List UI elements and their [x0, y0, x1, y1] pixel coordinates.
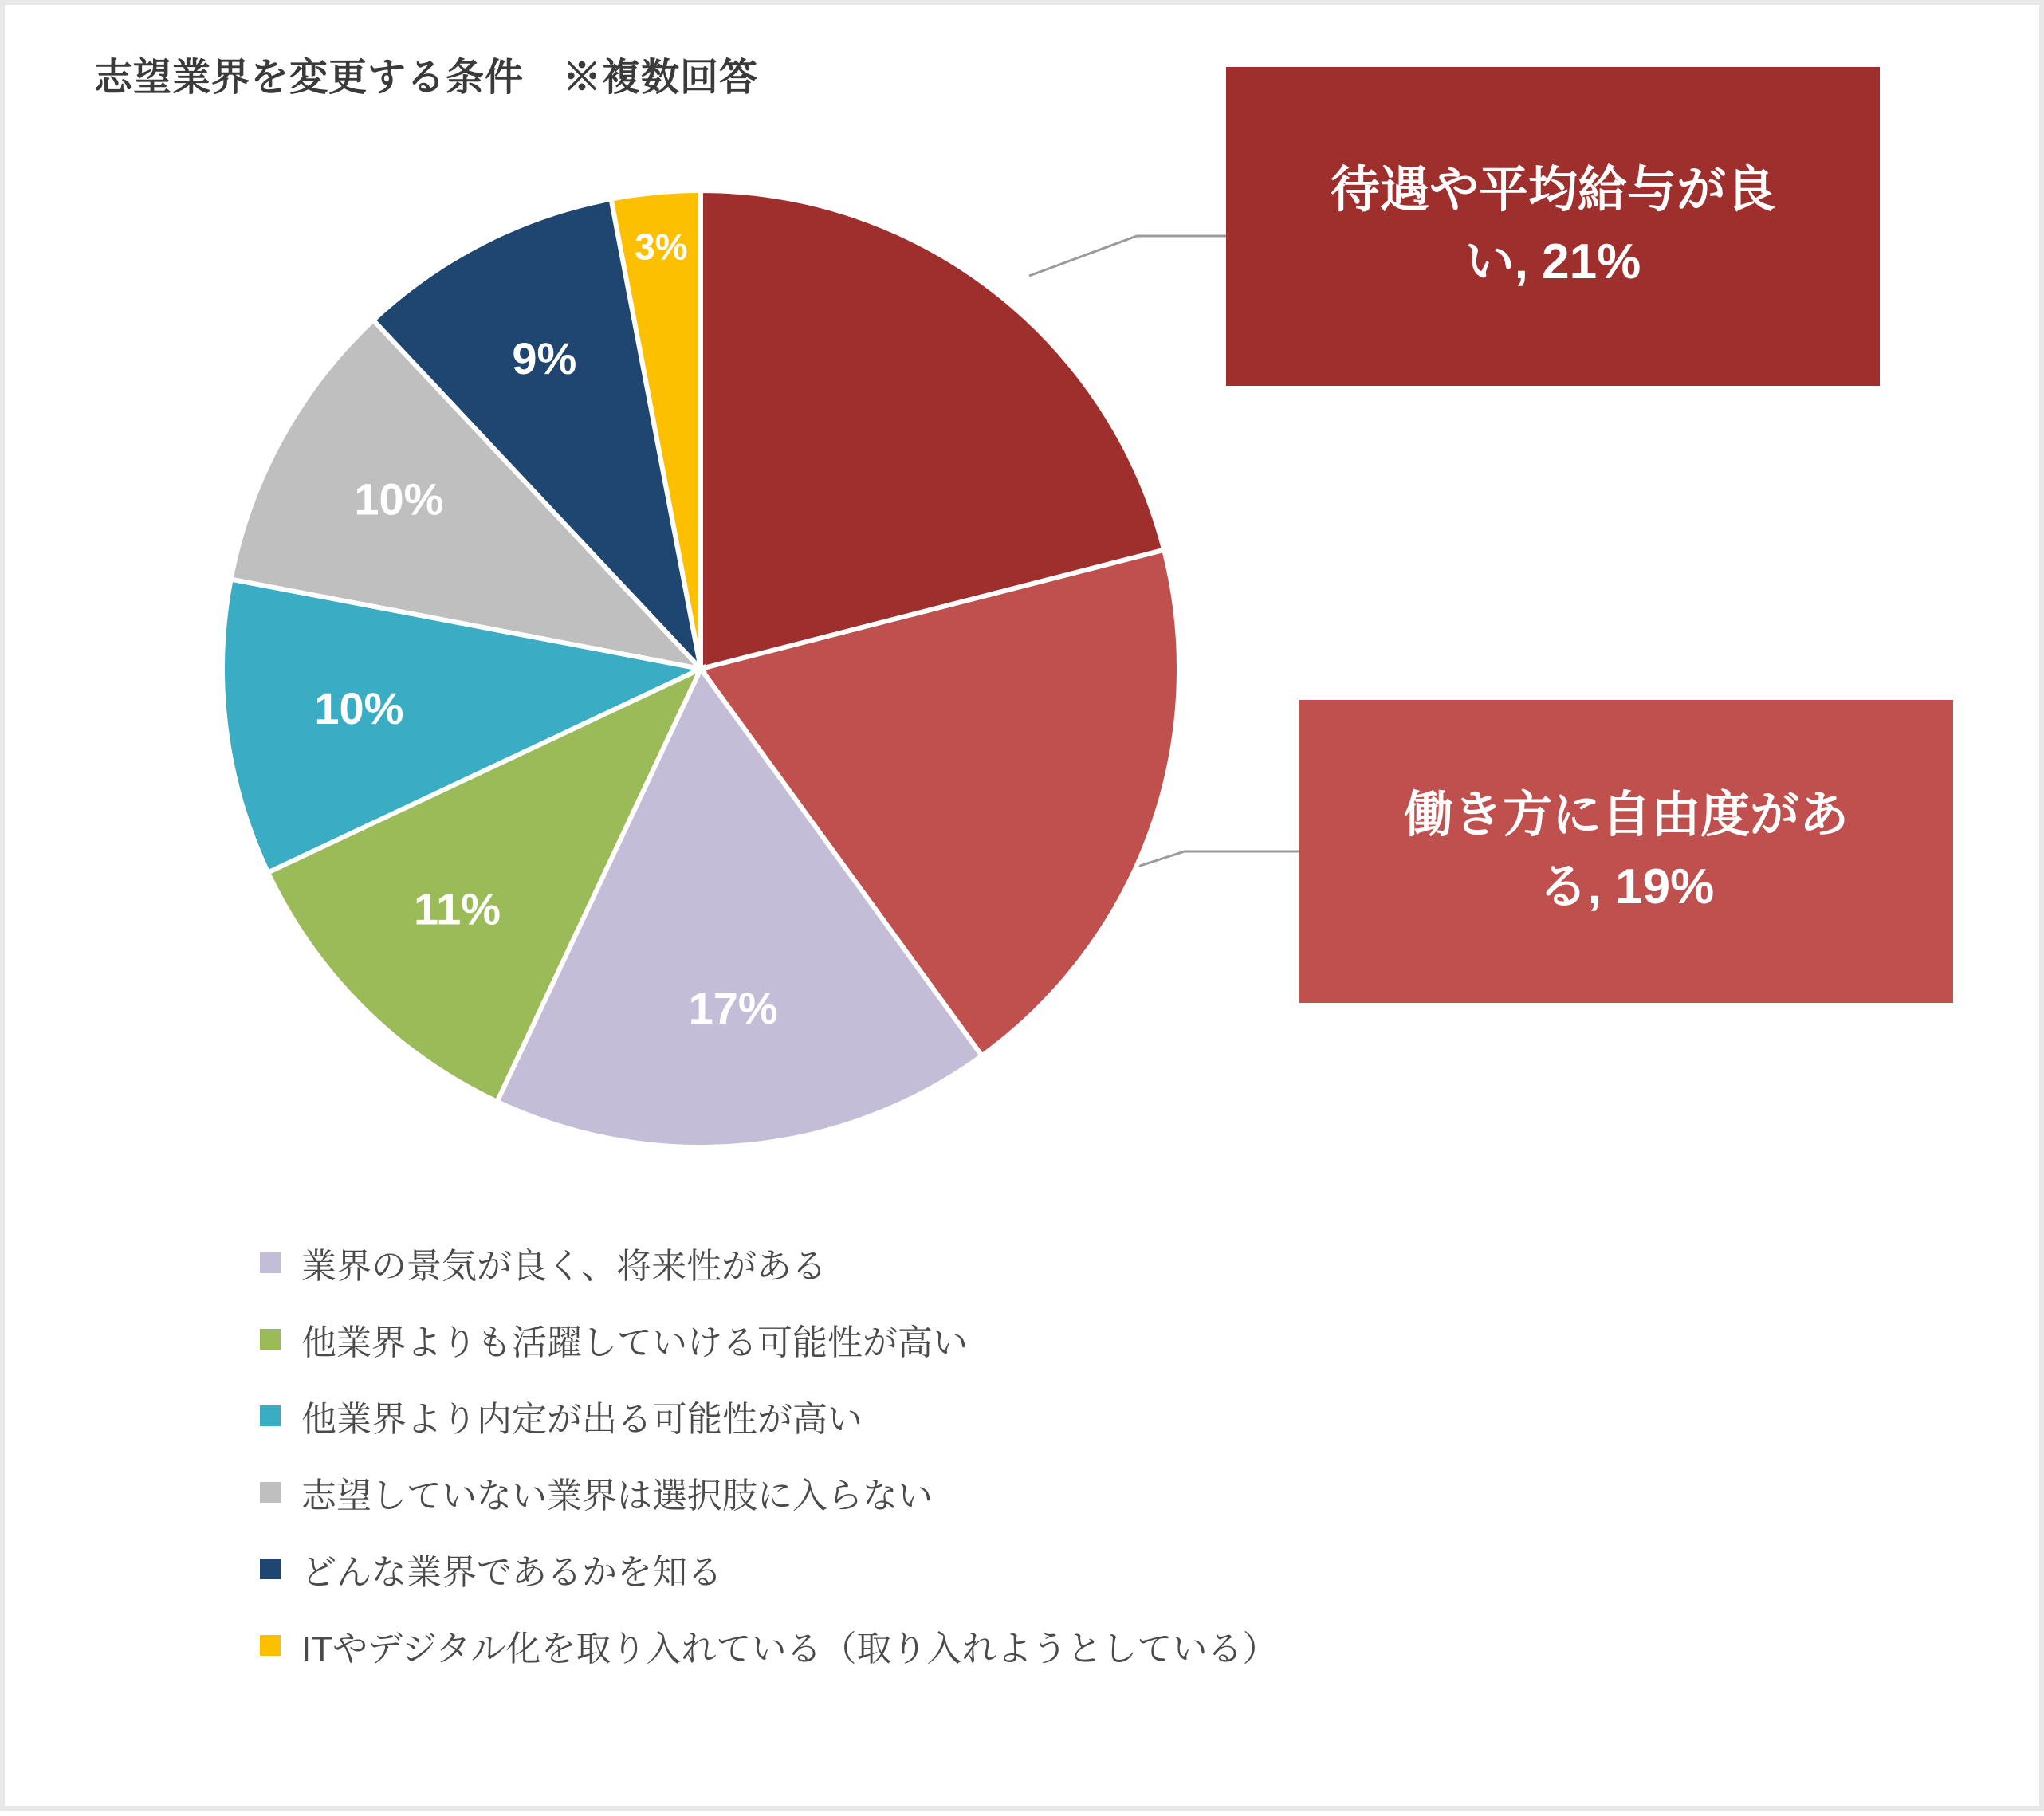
legend-item-label: 業界の景気が良く、将来性がある	[301, 1247, 827, 1286]
pie-slice-label: 17%	[688, 982, 778, 1033]
callout-line-2: い, 21%	[1464, 234, 1641, 289]
pie-chart	[210, 179, 1191, 1159]
callout-line-2: る, 19%	[1538, 859, 1715, 914]
legend-item-label: 他業界よりも活躍していける可能性が高い	[301, 1323, 968, 1362]
legend-item	[260, 1378, 1775, 1454]
chart-legend	[260, 1224, 1775, 1684]
legend-item	[260, 1301, 1775, 1378]
legend-swatch-icon	[260, 1559, 281, 1579]
legend-item	[260, 1224, 1775, 1301]
legend-item	[260, 1531, 1775, 1607]
chart-title: 志望業界を変更する条件 ※複数回答	[94, 57, 759, 99]
legend-swatch-icon	[260, 1252, 281, 1273]
legend-item	[260, 1607, 1775, 1684]
pie-slice-label: 3%	[635, 226, 688, 268]
pie-slice-label: 11%	[414, 883, 501, 934]
legend-swatch-icon	[260, 1329, 281, 1350]
pie-slice-label: 10%	[314, 682, 404, 733]
pie-svg	[210, 179, 1191, 1159]
legend-item-label: 志望していない業界は選択肢に入らない	[301, 1476, 933, 1515]
legend-swatch-icon	[260, 1635, 281, 1656]
legend-item-label: どんな業界であるかを知る	[301, 1553, 722, 1592]
callout-line-1: 待遇や平均給与が良	[1330, 163, 1775, 218]
callout-box-treatment-salary	[1226, 67, 1880, 386]
callout-box-work-flexibility	[1299, 700, 1953, 1003]
legend-swatch-icon	[260, 1405, 281, 1426]
legend-swatch-icon	[260, 1482, 281, 1503]
callout-line-1: 働き方に自由度があ	[1403, 788, 1849, 843]
legend-item	[260, 1454, 1775, 1531]
legend-item-label: ITやデジタル化を取り入れている（取り入れようとしている）	[301, 1629, 1278, 1669]
pie-slice-label: 9%	[512, 332, 577, 383]
pie-slice-label: 10%	[354, 474, 444, 525]
legend-item-label: 他業界より内定が出る可能性が高い	[301, 1400, 863, 1439]
